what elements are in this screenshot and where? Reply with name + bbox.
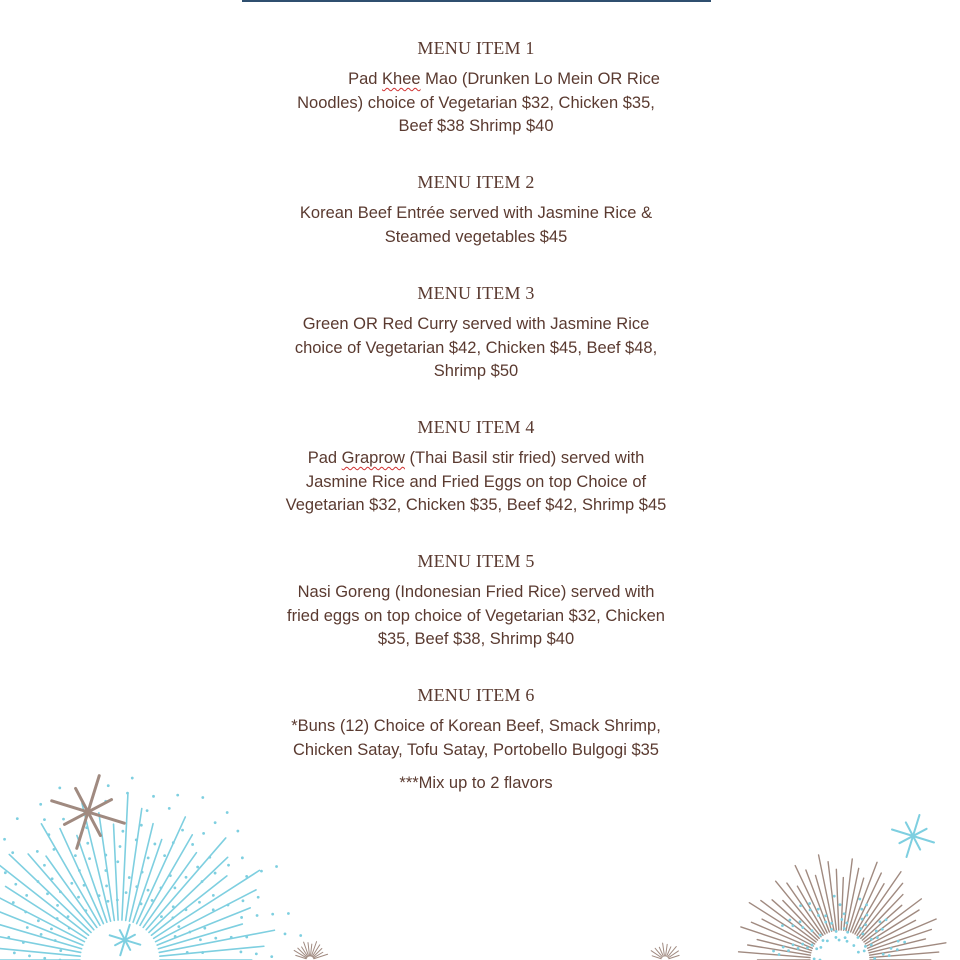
desc-text: Mao (Drunken Lo Mein OR Rice <box>420 70 660 88</box>
menu-item-description <box>0 447 952 518</box>
menu-item-description <box>0 68 952 139</box>
desc-line: Korean Beef Entrée served with Jasmine Rice & <box>299 204 653 222</box>
desc-line: Nasi Goreng (Indonesian Fried Rice) served with <box>297 583 655 601</box>
desc-line: Shrimp $50 <box>433 362 519 380</box>
menu-item-title: MENU ITEM 4 <box>417 417 535 437</box>
desc-line: Green OR Red Curry served with Jasmine Rice <box>302 315 650 333</box>
desc-text: (Thai Basil stir fried) served with <box>404 449 645 467</box>
menu-item-title: MENU ITEM 6 <box>417 685 535 705</box>
desc-line: Noodles) choice of Vegetarian $32, Chicken $35, <box>297 93 655 112</box>
desc-text: Pad <box>307 449 342 467</box>
desc-text: Pad <box>348 70 383 88</box>
desc-line: Jasmine Rice and Fried Eggs on top Choice of <box>305 472 647 491</box>
desc-line: Steamed vegetables $45 <box>384 227 568 246</box>
menu-item-4 <box>0 415 952 549</box>
menu-item-description <box>0 715 952 762</box>
menu-item-description <box>0 581 952 652</box>
firework-burst-icon <box>0 776 302 960</box>
menu-item-6 <box>0 683 952 795</box>
top-border-rule <box>242 0 711 2</box>
menu-item-3 <box>0 281 952 415</box>
menu-item-2 <box>0 170 952 281</box>
desc-line: $35, Beef $38, Shrimp $40 <box>377 630 575 648</box>
menu-item-description <box>0 313 952 384</box>
spellcheck-word: Khee <box>382 70 421 88</box>
desc-line: choice of Vegetarian $42, Chicken $45, Beef $48, <box>294 338 658 357</box>
desc-line: Chicken Satay, Tofu Satay, Portobello Bulgogi $35 <box>293 740 659 759</box>
menu-item-title: MENU ITEM 5 <box>417 551 535 571</box>
menu-item-title: MENU ITEM 1 <box>417 38 535 58</box>
menu-item-5 <box>0 549 952 683</box>
menu-item-1 <box>0 36 952 170</box>
spellcheck-word: Graprow <box>341 449 405 467</box>
desc-line: *Buns (12) Choice of Korean Beef, Smack Shrimp, <box>291 717 661 735</box>
menu-note: ***Mix up to 2 flavors <box>399 774 553 792</box>
firework-burst-icon <box>739 855 946 960</box>
sparkle-icon <box>294 815 934 959</box>
desc-line: Vegetarian $32, Chicken $35, Beef $42, Shrimp $45 <box>285 496 667 514</box>
desc-line: Beef $38 Shrimp $40 <box>398 117 554 135</box>
desc-line: fried eggs on top choice of Vegetarian $32, Chicken <box>287 606 665 625</box>
menu-item-title: MENU ITEM 3 <box>417 283 535 303</box>
menu-list <box>0 36 952 795</box>
menu-item-title: MENU ITEM 2 <box>417 172 535 192</box>
menu-item-description <box>0 202 952 249</box>
